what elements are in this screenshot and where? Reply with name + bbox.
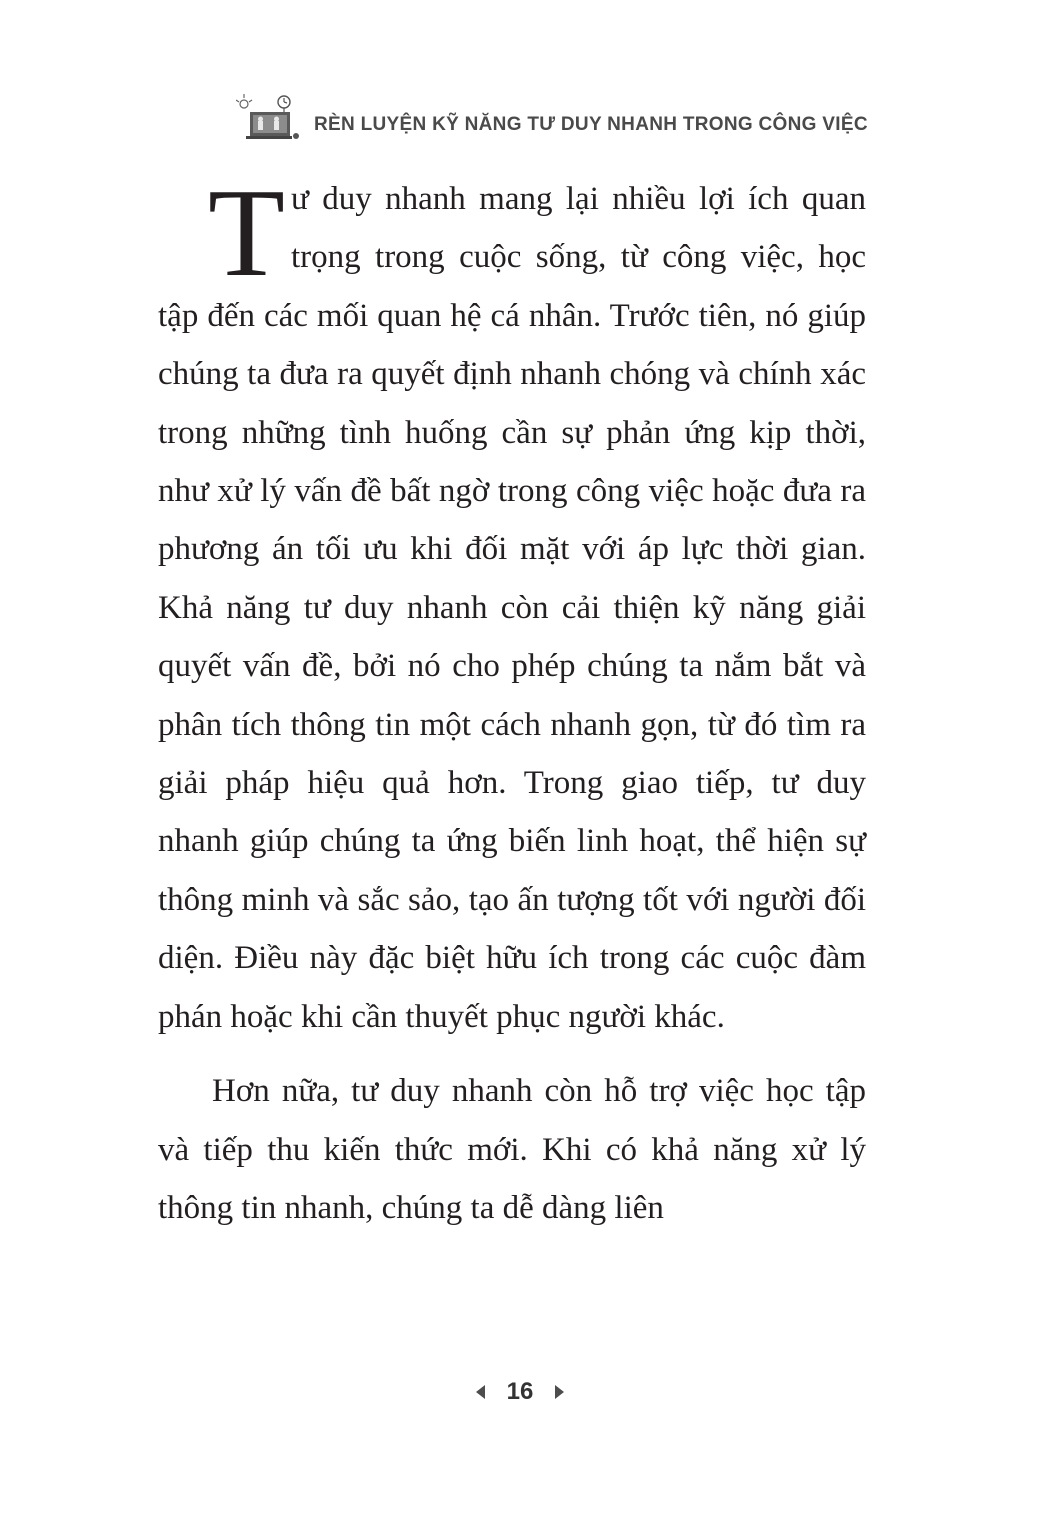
previous-page-arrow-icon <box>476 1385 485 1399</box>
desk-lightbulb-clock-icon <box>236 92 300 144</box>
next-page-arrow-icon <box>555 1385 564 1399</box>
running-header <box>236 92 868 144</box>
body-text <box>158 164 866 1237</box>
page-navigation <box>0 1374 1040 1410</box>
running-header-title: RÈN LUYỆN KỸ NĂNG TƯ DUY NHANH TRONG CÔNG VIỆC <box>314 114 868 135</box>
paragraph-2: Hơn nữa, tư duy nhanh còn hỗ trợ việc học tập và tiếp thu kiến thức mới. Khi có khả năng xử lý thông tin nhanh, chúng ta dễ dàng liên <box>158 1073 866 1226</box>
paragraph-1: Tư duy nhanh mang lại nhiều lợi ích quan trọng trong cuộc sống, từ công việc, học tập đến các mối quan hệ cá nhân. Trước tiên, nó giúp chúng ta đưa ra quyết định nhanh chóng và chính xác trong những tình huống cần sự phản ứng kịp thời, như xử lý vấn đề bất ngờ trong công việc hoặc đưa ra phương án tối ưu khi đối mặt với áp lực thời gian. Khả năng tư duy nhanh còn cải thiện kỹ năng giải quyết vấn đề, bởi nó cho phép chúng ta nắm bắt và phân tích thông tin một cách nhanh gọn, từ đó tìm ra giải pháp hiệu quả hơn. Trong giao tiếp, tư duy nhanh giúp chúng ta ứng biến linh hoạt, thể hiện sự thông minh và sắc sảo, tạo ấn tượng tốt với người đối diện. Điều này đặc biệt hữu ích trong các cuộc đàm phán hoặc khi cần thuyết phục người khác. <box>158 164 866 1035</box>
page-number: 16 <box>506 1378 534 1405</box>
